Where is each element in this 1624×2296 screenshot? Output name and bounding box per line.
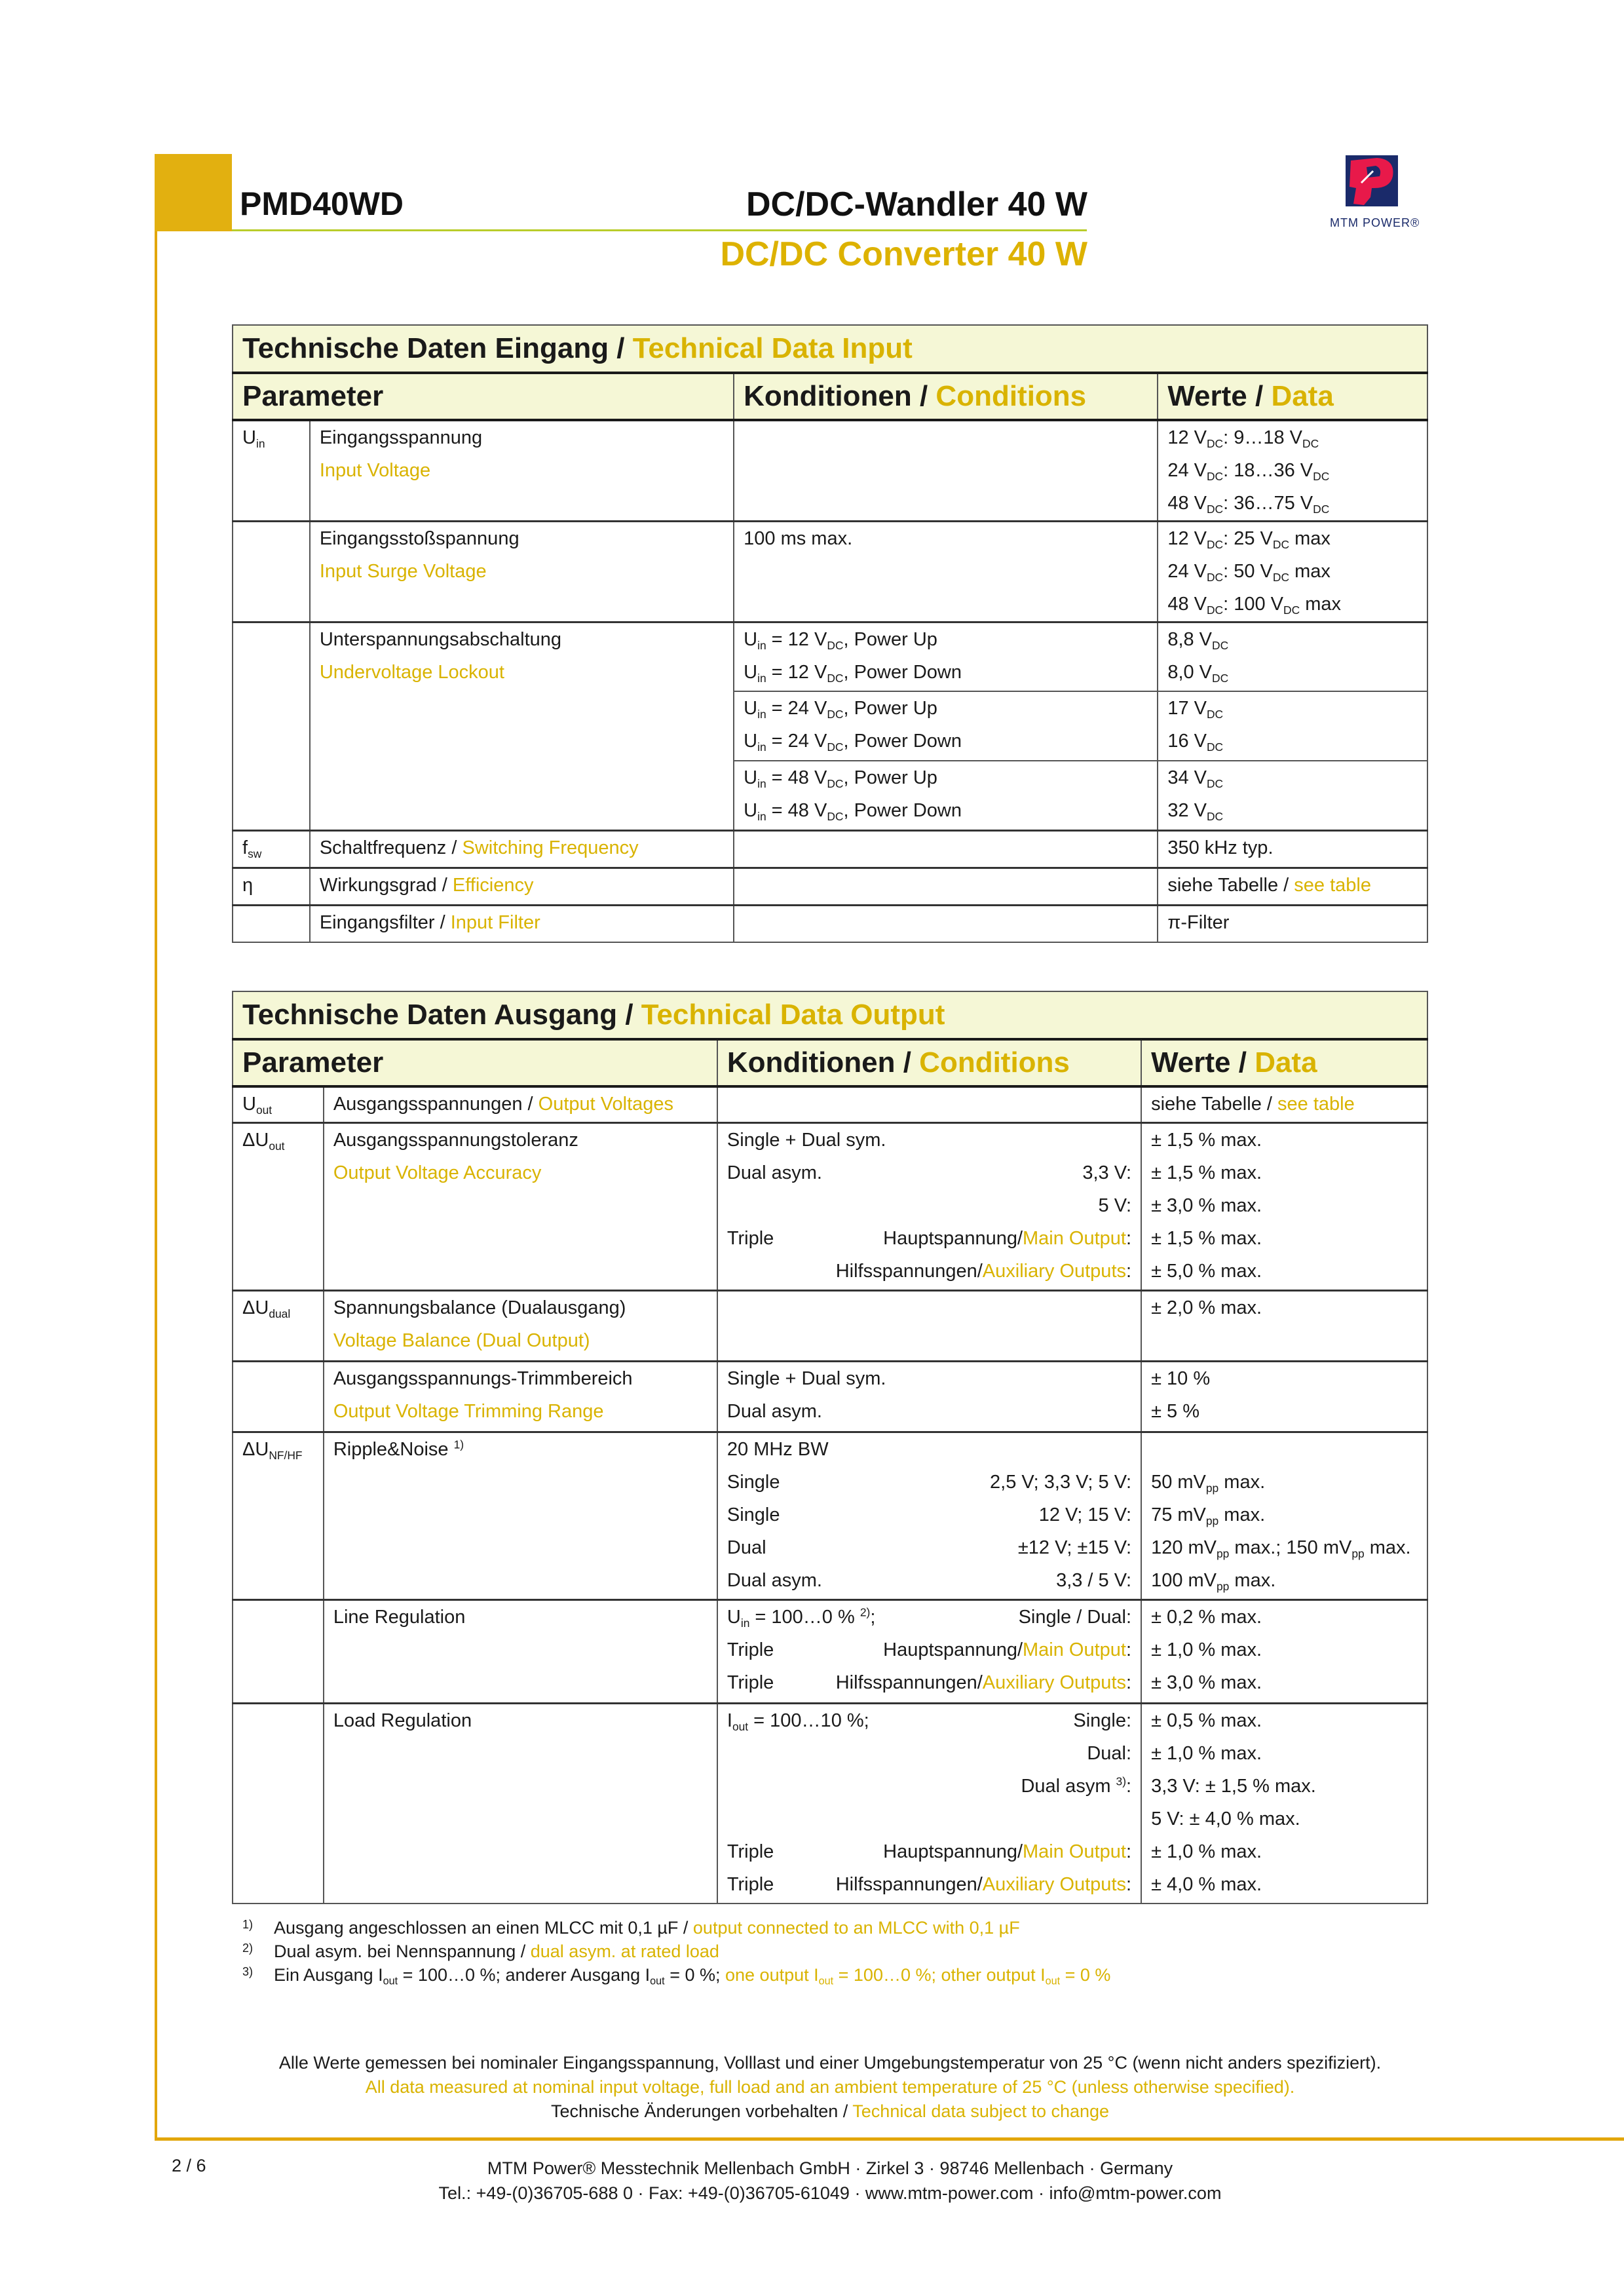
- value: 350 kHz typ.: [1158, 830, 1427, 868]
- output-data-table: [232, 991, 1428, 1904]
- table-row-switching-frequency: [233, 830, 1427, 868]
- table-row-output-voltages: [233, 1086, 1427, 1122]
- value: π-Filter: [1158, 905, 1427, 942]
- symbol: η: [233, 868, 310, 905]
- value: ± 0,2 % max. ± 1,0 % max. ± 3,0 % max.: [1141, 1599, 1427, 1703]
- value: 8,8 $V_{DC}$ 8,0 $V_{DC}$: [1158, 622, 1427, 691]
- footnote-1: 1) Ausgang angeschlossen an einen MLCC mit 0,1 µF / output connected to an MLCC with 0,1 µF: [242, 1918, 1020, 1938]
- note-en: All data measured at nominal input voltage, full load and an ambient temperature of 25 °C (unless otherwise specified).: [365, 2077, 1295, 2097]
- parameter: Schaltfrequenz / Switching Frequency: [310, 830, 734, 868]
- parameter: Ausgangsspannungs-Trimmbereich Output Voltage Trimming Range: [324, 1361, 717, 1432]
- condition: $I_{out}$ = 100…10 %; Single: Dual: Dual asym $^{3)}$: Triple Hauptspannung/Main Output: Triple Hilfsspannungen/Auxiliary Outputs:: [717, 1703, 1141, 1904]
- product-name: PMD40WD: [240, 185, 404, 222]
- table-row-efficiency: [233, 868, 1427, 905]
- condition: [734, 420, 1158, 521]
- page-number: 2 / 6: [172, 2156, 206, 2175]
- parameter: Eingangsfilter / Input Filter: [310, 905, 734, 942]
- value: siehe Tabelle / see table: [1141, 1086, 1427, 1122]
- company-footer: [232, 2156, 1428, 2206]
- output-table-title: Technische Daten Ausgang / Technical Data Output: [233, 991, 1427, 1039]
- table-row-trimming-range: [233, 1361, 1427, 1432]
- parameter: Load Regulation: [324, 1703, 717, 1904]
- note-de: Alle Werte gemessen bei nominaler Eingangsspannung, Volllast und einer Umgebungstemperatur von 25 °C (wenn nicht anders spezifiziert).: [278, 2053, 1382, 2073]
- symbol: $\Delta U_{NF/HF}$: [233, 1432, 324, 1599]
- table-row-line-regulation: [233, 1599, 1427, 1703]
- table-row-output-accuracy: [233, 1122, 1427, 1290]
- symbol: $\Delta U_{dual}$: [233, 1290, 324, 1361]
- value: 17 $V_{DC}$ 16 $V_{DC}$: [1158, 691, 1427, 761]
- parameter: Ripple&Noise $^{1)}$: [324, 1432, 717, 1599]
- value: ± 1,5 % max. ± 1,5 % max. ± 3,0 % max. ± 1,5 % max. ± 5,0 % max.: [1141, 1122, 1427, 1290]
- condition: $U_{in} = 24$ $V_{DC}$, Power Up $U_{in} = 24$ $V_{DC}$, Power Down: [734, 691, 1158, 761]
- note-change: Technische Änderungen vorbehalten / Technical data subject to change: [550, 2101, 1110, 2121]
- company-contact: Tel.: +49-(0)36705-688 0 · Fax: +49-(0)36705-61049 · www.mtm-power.com · info@mtm-power.com: [438, 2183, 1222, 2203]
- footnote-2: 2) Dual asym. bei Nennspannung / dual asym. at rated load: [242, 1942, 719, 1961]
- parameter: Spannungsbalance (Dualausgang) Voltage Balance (Dual Output): [324, 1290, 717, 1361]
- column-header-conditions: Konditionen / Conditions: [734, 373, 1158, 420]
- value: 34 $V_{DC}$ 32 $V_{DC}$: [1158, 761, 1427, 830]
- value: ± 0,5 % max. ± 1,0 % max. 3,3 V: ± 1,5 % max. 5 V: ± 4,0 % max. ± 1,0 % max. ± 4,0 % max.: [1141, 1703, 1427, 1904]
- parameter: Eingangsspannung Input Voltage: [310, 420, 734, 521]
- input-table-title: Technische Daten Eingang / Technical Data Input: [233, 325, 1427, 373]
- footnotes: [242, 1916, 1110, 1987]
- parameter: Ausgangsspannungstoleranz Output Voltage Accuracy: [324, 1122, 717, 1290]
- input-data-table: [232, 324, 1428, 943]
- table-row-input-voltage: [233, 420, 1427, 521]
- table-row-undervoltage-lockout: [233, 622, 1427, 691]
- condition: Single + Dual sym. Dual asym.: [717, 1361, 1141, 1432]
- condition: 100 ms max.: [734, 521, 1158, 622]
- table-row-input-filter: [233, 905, 1427, 942]
- condition: $U_{in} = 48$ $V_{DC}$, Power Up $U_{in} = 48$ $V_{DC}$, Power Down: [734, 761, 1158, 830]
- page-frame-left-rule: [155, 154, 157, 2139]
- value: siehe Tabelle / see table: [1158, 868, 1427, 905]
- logo-text: MTM POWER®: [1330, 216, 1420, 229]
- value: 12 $V_{DC}$: 9…18 $V_{DC}$ 24 $V_{DC}$: 18…36 $V_{DC}$ 48 $V_{DC}$: 36…75 $V_{DC}$: [1158, 420, 1427, 521]
- column-header-parameter: Parameter: [233, 1039, 717, 1086]
- column-header-conditions: Konditionen / Conditions: [717, 1039, 1141, 1086]
- mtm-power-logo-icon: [1344, 154, 1400, 208]
- column-header-data: Werte / Data: [1141, 1039, 1427, 1086]
- symbol: $\Delta U_{out}$: [233, 1122, 324, 1290]
- table-row-input-surge-voltage: [233, 521, 1427, 622]
- measurement-notes: [232, 2051, 1428, 2124]
- symbol: $U_{in}$: [233, 420, 310, 521]
- value: ± 10 % ± 5 %: [1141, 1361, 1427, 1432]
- company-address: MTM Power® Messtechnik Mellenbach GmbH · Zirkel 3 · 98746 Mellenbach · Germany: [487, 2158, 1173, 2178]
- column-header-parameter: Parameter: [233, 373, 734, 420]
- value: ± 2,0 % max.: [1141, 1290, 1427, 1361]
- symbol: $f_{sw}$: [233, 830, 310, 868]
- parameter: Ausgangsspannungen / Output Voltages: [324, 1086, 717, 1122]
- condition: $U_{in} = 12$ $V_{DC}$, Power Up $U_{in} = 12$ $V_{DC}$, Power Down: [734, 622, 1158, 691]
- parameter: Wirkungsgrad / Efficiency: [310, 868, 734, 905]
- symbol: $U_{out}$: [233, 1086, 324, 1122]
- page-frame-bottom-rule: [155, 2137, 1624, 2141]
- page-title-de: DC/DC-Wandler 40 W: [746, 185, 1087, 223]
- value: 12 $V_{DC}$: 25 $V_{DC}$ max 24 $V_{DC}$: 50 $V_{DC}$ max 48 $V_{DC}$: 100 $V_{DC}$ max: [1158, 521, 1427, 622]
- table-row-ripple-noise: [233, 1432, 1427, 1599]
- condition: $U_{in}$ = 100…0 % $^{2)}$; Single / Dual: Triple Hauptspannung/Main Output: Triple Hilfsspannungen/Auxiliary Outputs:: [717, 1599, 1141, 1703]
- condition: 20 MHz BW Single 2,5 V; 3,3 V; 5 V: Single 12 V; 15 V: Dual ±12 V; ±15 V: Dual asym. 3,3 / 5 V:: [717, 1432, 1141, 1599]
- title-rule: [232, 229, 1087, 231]
- page-title-en: DC/DC Converter 40 W: [720, 235, 1087, 273]
- table-row-voltage-balance: [233, 1290, 1427, 1361]
- parameter: Eingangsstoßspannung Input Surge Voltage: [310, 521, 734, 622]
- company-logo: [1330, 154, 1454, 233]
- column-header-data: Werte / Data: [1158, 373, 1427, 420]
- value: 50 $mV_{pp}$ max. 75 $mV_{pp}$ max. 120 $mV_{pp}$ max.; 150 $mV_{pp}$ max. 100 $mV_{pp}$ max.: [1141, 1432, 1427, 1599]
- parameter: Line Regulation: [324, 1599, 717, 1703]
- footnote-3: 3) Ein Ausgang $I_{out}$ = 100…0 %; anderer Ausgang $I_{out} = 0$ %; one output $I_{out}$ = 100…0 %; other output $I_{out} = 0$ %: [242, 1965, 1111, 1987]
- table-row-load-regulation: [233, 1703, 1427, 1904]
- condition: Single + Dual sym. Dual asym. 3,3 V: 5 V: Triple Hauptspannung/Main Output: Hilfsspannungen/Auxiliary Outputs:: [717, 1122, 1141, 1290]
- header-accent-block: [155, 154, 232, 231]
- parameter: Unterspannungsabschaltung Undervoltage Lockout: [310, 622, 734, 830]
